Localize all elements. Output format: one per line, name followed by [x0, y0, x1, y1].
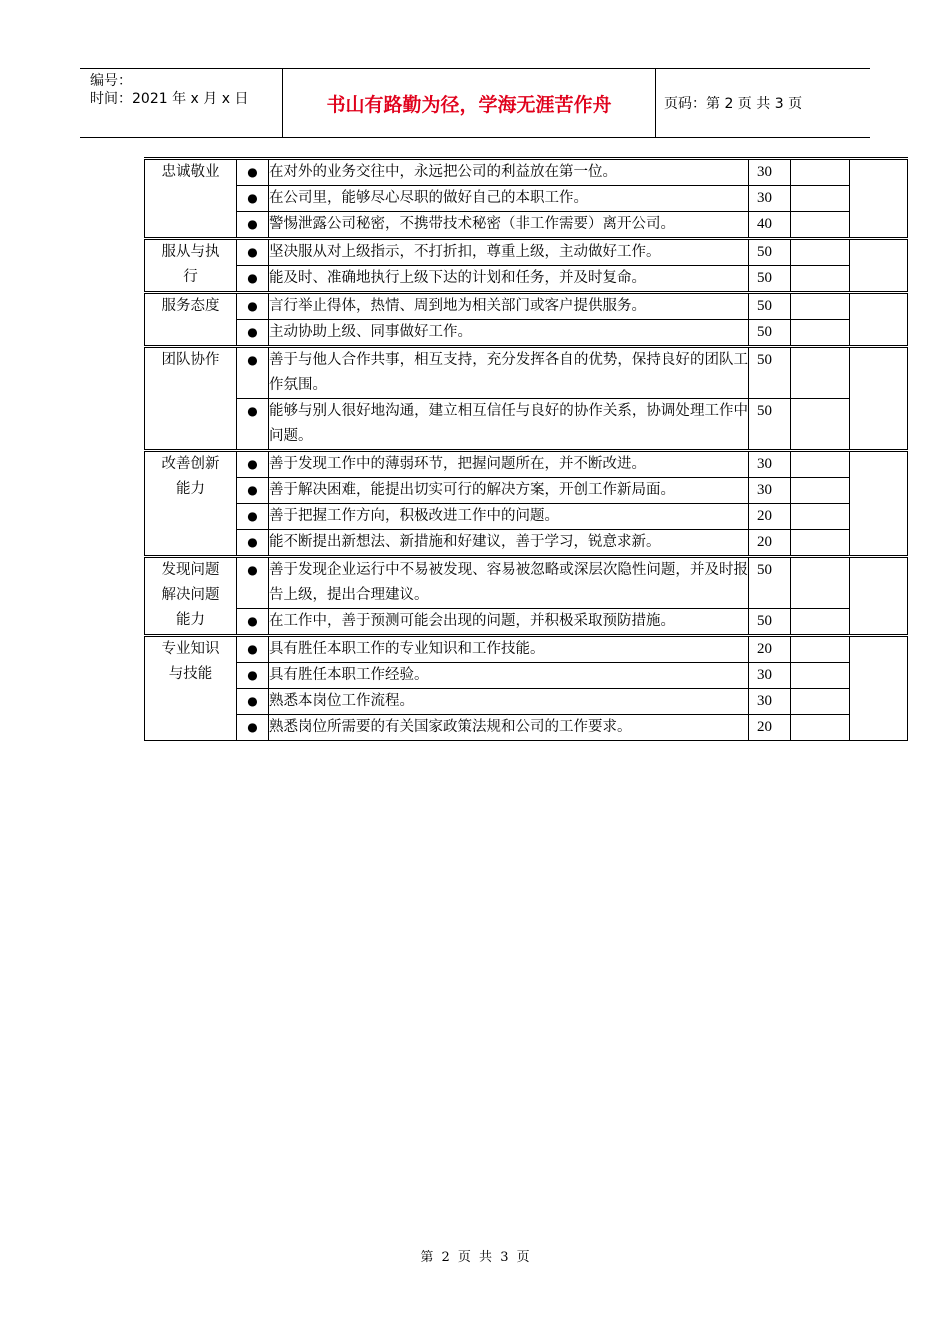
table-row — [145, 530, 908, 557]
bullet-icon: ● — [237, 530, 269, 557]
bullet-icon: ● — [237, 715, 269, 741]
document-header — [80, 68, 870, 138]
blank-remark-cell — [850, 159, 908, 239]
bullet-icon: ● — [237, 320, 269, 347]
criterion-score: 50 — [749, 557, 791, 609]
table-row — [145, 609, 908, 636]
header-motto: 书山有路勤为径，学海无涯苦作舟 — [282, 69, 656, 137]
criterion-score: 30 — [749, 663, 791, 689]
blank-remark-cell — [850, 557, 908, 636]
category-label: 专业知识与技能 — [161, 641, 220, 682]
evaluation-table — [144, 157, 908, 741]
criterion-text: 熟悉本岗位工作流程。 — [269, 689, 749, 715]
bullet-icon: ● — [237, 636, 269, 663]
bullet-icon: ● — [237, 609, 269, 636]
blank-remark-cell — [850, 239, 908, 293]
table-row — [145, 478, 908, 504]
table-row — [145, 239, 908, 266]
criterion-text: 善于发现企业运行中不易被发现、容易被忽略或深层次隐性问题，并及时报告上级，提出合理建议。 — [269, 557, 749, 609]
criterion-text: 能及时、准确地执行上级下达的计划和任务，并及时复命。 — [269, 266, 749, 293]
category-cell — [145, 451, 237, 557]
criterion-score: 30 — [749, 478, 791, 504]
table-row — [145, 293, 908, 320]
blank-score-cell — [791, 186, 850, 212]
table-row — [145, 212, 908, 239]
criterion-text: 言行举止得体，热情、周到地为相关部门或客户提供服务。 — [269, 293, 749, 320]
table-row — [145, 186, 908, 212]
blank-score-cell — [791, 347, 850, 399]
date-label: 时间：2021 年 x 月 x 日 — [90, 91, 249, 107]
bullet-icon: ● — [237, 239, 269, 266]
criterion-text: 能不断提出新想法、新措施和好建议，善于学习，锐意求新。 — [269, 530, 749, 557]
criterion-score: 50 — [749, 609, 791, 636]
category-label: 改善创新能力 — [161, 456, 220, 497]
table-row — [145, 689, 908, 715]
criterion-score: 20 — [749, 504, 791, 530]
bullet-icon: ● — [237, 186, 269, 212]
criterion-score: 30 — [749, 186, 791, 212]
blank-remark-cell — [850, 636, 908, 741]
criterion-text: 警惕泄露公司秘密，不携带技术秘密（非工作需要）离开公司。 — [269, 212, 749, 239]
bullet-icon: ● — [237, 557, 269, 609]
blank-score-cell — [791, 239, 850, 266]
blank-score-cell — [791, 478, 850, 504]
bullet-icon: ● — [237, 451, 269, 478]
category-label: 服从与执行 — [161, 244, 220, 285]
table-row — [145, 715, 908, 741]
criterion-text: 善于解决困难，能提出切实可行的解决方案，开创工作新局面。 — [269, 478, 749, 504]
criterion-text: 具有胜任本职工作的专业知识和工作技能。 — [269, 636, 749, 663]
criterion-score: 50 — [749, 239, 791, 266]
category-cell — [145, 636, 237, 741]
criterion-text: 善于与他人合作共事，相互支持，充分发挥各自的优势，保持良好的团队工作氛围。 — [269, 347, 749, 399]
criterion-score: 40 — [749, 212, 791, 239]
table-row — [145, 663, 908, 689]
bullet-icon: ● — [237, 159, 269, 186]
blank-score-cell — [791, 451, 850, 478]
blank-score-cell — [791, 504, 850, 530]
category-label: 团队协作 — [161, 352, 220, 368]
table-row — [145, 159, 908, 186]
category-cell — [145, 347, 237, 451]
table-row — [145, 320, 908, 347]
table-row — [145, 557, 908, 609]
bullet-icon: ● — [237, 478, 269, 504]
criterion-text: 主动协助上级、同事做好工作。 — [269, 320, 749, 347]
evaluation-table-body — [145, 159, 908, 741]
criterion-text: 在对外的业务交往中，永远把公司的利益放在第一位。 — [269, 159, 749, 186]
criterion-text: 在工作中，善于预测可能会出现的问题，并积极采取预防措施。 — [269, 609, 749, 636]
blank-remark-cell — [850, 451, 908, 557]
criterion-score: 30 — [749, 689, 791, 715]
blank-score-cell — [791, 715, 850, 741]
blank-score-cell — [791, 212, 850, 239]
bullet-icon: ● — [237, 399, 269, 451]
criterion-text: 善于发现工作中的薄弱环节，把握问题所在，并不断改进。 — [269, 451, 749, 478]
blank-score-cell — [791, 609, 850, 636]
blank-score-cell — [791, 557, 850, 609]
table-row — [145, 266, 908, 293]
blank-score-cell — [791, 399, 850, 451]
category-cell — [145, 159, 237, 239]
blank-score-cell — [791, 159, 850, 186]
criterion-score: 20 — [749, 715, 791, 741]
criterion-score: 50 — [749, 266, 791, 293]
header-page-info: 页码：第 2 页 共 3 页 — [664, 96, 803, 112]
category-label: 发现问题解决问题能力 — [161, 562, 220, 628]
criterion-score: 20 — [749, 636, 791, 663]
category-cell — [145, 293, 237, 347]
criterion-text: 能够与别人很好地沟通，建立相互信任与良好的协作关系，协调处理工作中问题。 — [269, 399, 749, 451]
page-footer: 第 2 页 共 3 页 — [420, 1250, 530, 1265]
criterion-text: 在公司里，能够尽心尽职的做好自己的本职工作。 — [269, 186, 749, 212]
criterion-score: 30 — [749, 451, 791, 478]
category-label: 忠诚敬业 — [161, 164, 220, 180]
table-row — [145, 451, 908, 478]
bullet-icon: ● — [237, 347, 269, 399]
blank-score-cell — [791, 266, 850, 293]
blank-remark-cell — [850, 293, 908, 347]
criterion-text: 熟悉岗位所需要的有关国家政策法规和公司的工作要求。 — [269, 715, 749, 741]
blank-score-cell — [791, 636, 850, 663]
criterion-score: 50 — [749, 320, 791, 347]
blank-score-cell — [791, 663, 850, 689]
bullet-icon: ● — [237, 212, 269, 239]
blank-score-cell — [791, 530, 850, 557]
blank-score-cell — [791, 689, 850, 715]
criterion-score: 30 — [749, 159, 791, 186]
table-row — [145, 636, 908, 663]
criterion-score: 50 — [749, 293, 791, 320]
category-cell — [145, 239, 237, 293]
criterion-score: 50 — [749, 347, 791, 399]
bullet-icon: ● — [237, 266, 269, 293]
criterion-text: 善于把握工作方向，积极改进工作中的问题。 — [269, 504, 749, 530]
bullet-icon: ● — [237, 663, 269, 689]
header-meta — [80, 69, 282, 137]
blank-remark-cell — [850, 347, 908, 451]
bullet-icon: ● — [237, 293, 269, 320]
table-row — [145, 399, 908, 451]
blank-score-cell — [791, 320, 850, 347]
criterion-text: 坚决服从对上级指示，不打折扣，尊重上级，主动做好工作。 — [269, 239, 749, 266]
serial-number-label: 编号： — [90, 73, 132, 89]
criterion-score: 20 — [749, 530, 791, 557]
criterion-text: 具有胜任本职工作经验。 — [269, 663, 749, 689]
blank-score-cell — [791, 293, 850, 320]
category-label: 服务态度 — [161, 298, 220, 314]
table-row — [145, 504, 908, 530]
criterion-score: 50 — [749, 399, 791, 451]
category-cell — [145, 557, 237, 636]
bullet-icon: ● — [237, 504, 269, 530]
bullet-icon: ● — [237, 689, 269, 715]
table-row — [145, 347, 908, 399]
